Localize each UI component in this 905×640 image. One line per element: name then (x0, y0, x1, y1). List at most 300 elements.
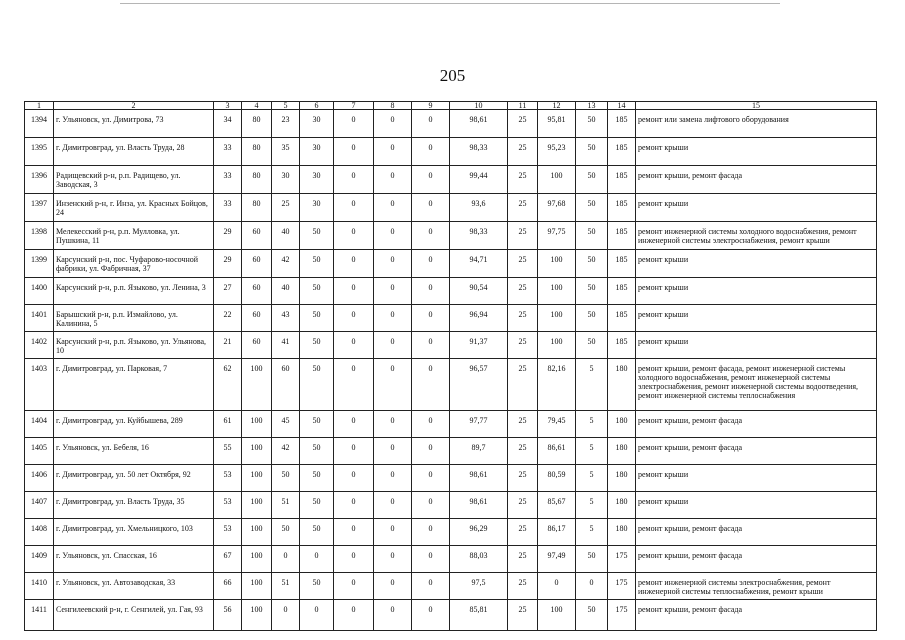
cell-col-6: 50 (300, 573, 334, 600)
cell-col-6: 50 (300, 278, 334, 305)
cell-col-1: 1401 (25, 305, 54, 332)
cell-col-4: 100 (242, 519, 272, 546)
table-row (25, 222, 877, 250)
cell-col-4: 80 (242, 166, 272, 194)
column-header-9: 9 (412, 102, 450, 110)
cell-col-5: 50 (272, 519, 300, 546)
cell-col-13: 5 (576, 519, 608, 546)
cell-col-12: 82,16 (538, 359, 576, 411)
cell-col-3: 33 (214, 194, 242, 222)
cell-col-2: г. Димитровград, ул. Власть Труда, 35 (54, 492, 214, 519)
cell-col-14: 180 (608, 359, 636, 411)
cell-col-9: 0 (412, 138, 450, 166)
table-row (25, 573, 877, 600)
cell-col-2: г. Димитровград, ул. Хмельницкого, 103 (54, 519, 214, 546)
cell-col-1: 1400 (25, 278, 54, 305)
cell-col-9: 0 (412, 110, 450, 138)
cell-col-9: 0 (412, 166, 450, 194)
cell-col-1: 1396 (25, 166, 54, 194)
cell-col-2: г. Димитровград, ул. Власть Труда, 28 (54, 138, 214, 166)
cell-col-1: 1404 (25, 411, 54, 438)
cell-col-15: ремонт крыши, ремонт фасада (636, 411, 877, 438)
column-header-3: 3 (214, 102, 242, 110)
cell-col-9: 0 (412, 359, 450, 411)
cell-col-12: 79,45 (538, 411, 576, 438)
cell-col-9: 0 (412, 278, 450, 305)
cell-col-14: 180 (608, 438, 636, 465)
cell-col-6: 30 (300, 166, 334, 194)
cell-col-8: 0 (374, 332, 412, 359)
cell-col-7: 0 (334, 194, 374, 222)
cell-col-1: 1410 (25, 573, 54, 600)
cell-col-7: 0 (334, 492, 374, 519)
cell-col-13: 50 (576, 600, 608, 631)
column-header-6: 6 (300, 102, 334, 110)
cell-col-8: 0 (374, 222, 412, 250)
cell-col-6: 50 (300, 332, 334, 359)
table-row (25, 138, 877, 166)
cell-col-12: 86,61 (538, 438, 576, 465)
cell-col-15: ремонт крыши, ремонт фасада, ремонт инженерной системы холодного водоснабжения, ремонт инженерной системы электроснабжения, ремонт инженерной системы водоотведения, ремонт инженерной системы теплоснабжения (636, 359, 877, 411)
cell-col-4: 100 (242, 411, 272, 438)
cell-col-11: 25 (508, 194, 538, 222)
table-row (25, 492, 877, 519)
cell-col-13: 50 (576, 250, 608, 278)
cell-col-7: 0 (334, 110, 374, 138)
table-row (25, 166, 877, 194)
cell-col-4: 100 (242, 600, 272, 631)
cell-col-1: 1409 (25, 546, 54, 573)
table-row (25, 359, 877, 411)
cell-col-14: 180 (608, 411, 636, 438)
cell-col-13: 50 (576, 332, 608, 359)
cell-col-7: 0 (334, 305, 374, 332)
cell-col-4: 80 (242, 110, 272, 138)
cell-col-7: 0 (334, 546, 374, 573)
cell-col-5: 43 (272, 305, 300, 332)
cell-col-10: 98,61 (450, 465, 508, 492)
cell-col-6: 0 (300, 600, 334, 631)
cell-col-15: ремонт инженерной системы электроснабжения, ремонт инженерной системы теплоснабжения, ремонт крыши (636, 573, 877, 600)
cell-col-6: 30 (300, 138, 334, 166)
table-row (25, 465, 877, 492)
cell-col-9: 0 (412, 194, 450, 222)
column-header-5: 5 (272, 102, 300, 110)
cell-col-13: 50 (576, 166, 608, 194)
table-row (25, 438, 877, 465)
cell-col-13: 5 (576, 492, 608, 519)
cell-col-12: 97,75 (538, 222, 576, 250)
cell-col-1: 1407 (25, 492, 54, 519)
cell-col-11: 25 (508, 359, 538, 411)
cell-col-10: 93,6 (450, 194, 508, 222)
cell-col-11: 25 (508, 110, 538, 138)
cell-col-2: г. Ульяновск, ул. Спасская, 16 (54, 546, 214, 573)
column-header-2: 2 (54, 102, 214, 110)
column-header-4: 4 (242, 102, 272, 110)
cell-col-2: Барышский р-н, р.п. Измайлово, ул. Калинина, 5 (54, 305, 214, 332)
cell-col-2: Радищевский р-н, р.п. Радищево, ул. Заводская, 3 (54, 166, 214, 194)
cell-col-9: 0 (412, 519, 450, 546)
cell-col-2: Сенгилеевский р-н, г. Сенгилей, ул. Гая, 93 (54, 600, 214, 631)
cell-col-8: 0 (374, 519, 412, 546)
cell-col-11: 25 (508, 438, 538, 465)
cell-col-7: 0 (334, 600, 374, 631)
cell-col-11: 25 (508, 250, 538, 278)
page-number: 205 (439, 66, 466, 85)
cell-col-9: 0 (412, 332, 450, 359)
cell-col-10: 96,94 (450, 305, 508, 332)
cell-col-9: 0 (412, 438, 450, 465)
table-row (25, 411, 877, 438)
cell-col-15: ремонт крыши (636, 138, 877, 166)
cell-col-11: 25 (508, 600, 538, 631)
cell-col-6: 50 (300, 519, 334, 546)
cell-col-5: 23 (272, 110, 300, 138)
cell-col-10: 98,61 (450, 110, 508, 138)
cell-col-13: 50 (576, 546, 608, 573)
cell-col-5: 50 (272, 465, 300, 492)
cell-col-4: 100 (242, 465, 272, 492)
cell-col-9: 0 (412, 250, 450, 278)
cell-col-8: 0 (374, 438, 412, 465)
cell-col-3: 33 (214, 166, 242, 194)
cell-col-12: 100 (538, 166, 576, 194)
cell-col-5: 42 (272, 438, 300, 465)
cell-col-11: 25 (508, 411, 538, 438)
cell-col-10: 88,03 (450, 546, 508, 573)
cell-col-11: 25 (508, 166, 538, 194)
cell-col-1: 1402 (25, 332, 54, 359)
column-header-12: 12 (538, 102, 576, 110)
cell-col-2: г. Димитровград, ул. Куйбышева, 289 (54, 411, 214, 438)
column-header-11: 11 (508, 102, 538, 110)
cell-col-3: 33 (214, 138, 242, 166)
cell-col-11: 25 (508, 222, 538, 250)
column-header-10: 10 (450, 102, 508, 110)
cell-col-12: 95,23 (538, 138, 576, 166)
cell-col-14: 185 (608, 305, 636, 332)
cell-col-8: 0 (374, 546, 412, 573)
cell-col-5: 45 (272, 411, 300, 438)
cell-col-4: 100 (242, 492, 272, 519)
cell-col-8: 0 (374, 573, 412, 600)
cell-col-7: 0 (334, 519, 374, 546)
cell-col-12: 86,17 (538, 519, 576, 546)
cell-col-8: 0 (374, 411, 412, 438)
cell-col-1: 1405 (25, 438, 54, 465)
cell-col-5: 41 (272, 332, 300, 359)
cell-col-14: 180 (608, 465, 636, 492)
cell-col-13: 5 (576, 438, 608, 465)
cell-col-8: 0 (374, 359, 412, 411)
cell-col-1: 1406 (25, 465, 54, 492)
cell-col-4: 80 (242, 194, 272, 222)
register-table (24, 101, 877, 631)
column-header-14: 14 (608, 102, 636, 110)
cell-col-4: 60 (242, 332, 272, 359)
cell-col-2: г. Ульяновск, ул. Димитрова, 73 (54, 110, 214, 138)
cell-col-10: 99,44 (450, 166, 508, 194)
cell-col-12: 97,49 (538, 546, 576, 573)
cell-col-9: 0 (412, 492, 450, 519)
cell-col-6: 30 (300, 194, 334, 222)
cell-col-12: 95,81 (538, 110, 576, 138)
cell-col-14: 185 (608, 166, 636, 194)
cell-col-1: 1395 (25, 138, 54, 166)
cell-col-13: 50 (576, 110, 608, 138)
cell-col-3: 67 (214, 546, 242, 573)
cell-col-12: 97,68 (538, 194, 576, 222)
cell-col-12: 100 (538, 305, 576, 332)
cell-col-9: 0 (412, 411, 450, 438)
cell-col-6: 50 (300, 465, 334, 492)
cell-col-4: 60 (242, 250, 272, 278)
cell-col-3: 53 (214, 519, 242, 546)
cell-col-5: 40 (272, 278, 300, 305)
cell-col-14: 180 (608, 519, 636, 546)
cell-col-5: 35 (272, 138, 300, 166)
cell-col-3: 27 (214, 278, 242, 305)
cell-col-6: 50 (300, 492, 334, 519)
table-row (25, 546, 877, 573)
cell-col-10: 98,33 (450, 138, 508, 166)
cell-col-13: 50 (576, 222, 608, 250)
cell-col-14: 175 (608, 546, 636, 573)
cell-col-2: г. Димитровград, ул. Парковая, 7 (54, 359, 214, 411)
cell-col-10: 89,7 (450, 438, 508, 465)
column-header-13: 13 (576, 102, 608, 110)
cell-col-3: 56 (214, 600, 242, 631)
cell-col-14: 185 (608, 194, 636, 222)
cell-col-14: 180 (608, 492, 636, 519)
cell-col-10: 96,57 (450, 359, 508, 411)
cell-col-2: г. Димитровград, ул. 50 лет Октября, 92 (54, 465, 214, 492)
cell-col-10: 85,81 (450, 600, 508, 631)
cell-col-2: Карсунский р-н, пос. Чуфарово-носочной фабрики, ул. Фабричная, 37 (54, 250, 214, 278)
cell-col-2: г. Ульяновск, ул. Бебеля, 16 (54, 438, 214, 465)
cell-col-12: 100 (538, 278, 576, 305)
cell-col-12: 100 (538, 250, 576, 278)
cell-col-14: 185 (608, 222, 636, 250)
cell-col-15: ремонт крыши (636, 278, 877, 305)
cell-col-15: ремонт крыши (636, 465, 877, 492)
cell-col-6: 50 (300, 411, 334, 438)
table-row (25, 110, 877, 138)
cell-col-1: 1397 (25, 194, 54, 222)
cell-col-11: 25 (508, 465, 538, 492)
cell-col-4: 100 (242, 438, 272, 465)
cell-col-11: 25 (508, 305, 538, 332)
cell-col-4: 60 (242, 305, 272, 332)
cell-col-7: 0 (334, 250, 374, 278)
cell-col-5: 0 (272, 600, 300, 631)
cell-col-5: 51 (272, 492, 300, 519)
cell-col-6: 30 (300, 110, 334, 138)
cell-col-8: 0 (374, 194, 412, 222)
cell-col-7: 0 (334, 573, 374, 600)
cell-col-11: 25 (508, 519, 538, 546)
cell-col-1: 1398 (25, 222, 54, 250)
cell-col-14: 175 (608, 600, 636, 631)
cell-col-12: 100 (538, 332, 576, 359)
cell-col-1: 1411 (25, 600, 54, 631)
cell-col-4: 100 (242, 573, 272, 600)
cell-col-3: 29 (214, 222, 242, 250)
cell-col-13: 50 (576, 138, 608, 166)
cell-col-8: 0 (374, 600, 412, 631)
table-row (25, 519, 877, 546)
cell-col-13: 50 (576, 305, 608, 332)
column-header-8: 8 (374, 102, 412, 110)
cell-col-14: 185 (608, 138, 636, 166)
cell-col-6: 50 (300, 222, 334, 250)
cell-col-14: 185 (608, 250, 636, 278)
cell-col-8: 0 (374, 492, 412, 519)
cell-col-10: 96,29 (450, 519, 508, 546)
table-row (25, 332, 877, 359)
cell-col-15: ремонт или замена лифтового оборудования (636, 110, 877, 138)
cell-col-11: 25 (508, 573, 538, 600)
cell-col-6: 50 (300, 305, 334, 332)
cell-col-1: 1403 (25, 359, 54, 411)
cell-col-10: 97,5 (450, 573, 508, 600)
cell-col-8: 0 (374, 166, 412, 194)
cell-col-5: 51 (272, 573, 300, 600)
cell-col-3: 53 (214, 465, 242, 492)
cell-col-2: Инзенский р-н, г. Инза, ул. Красных Бойцов, 24 (54, 194, 214, 222)
cell-col-15: ремонт крыши (636, 305, 877, 332)
cell-col-13: 5 (576, 411, 608, 438)
cell-col-1: 1408 (25, 519, 54, 546)
cell-col-11: 25 (508, 332, 538, 359)
cell-col-3: 29 (214, 250, 242, 278)
cell-col-13: 5 (576, 465, 608, 492)
cell-col-3: 62 (214, 359, 242, 411)
cell-col-5: 0 (272, 546, 300, 573)
cell-col-4: 80 (242, 138, 272, 166)
cell-col-15: ремонт инженерной системы холодного водоснабжения, ремонт инженерной системы электроснабжения, ремонт крыши (636, 222, 877, 250)
cell-col-14: 185 (608, 278, 636, 305)
cell-col-3: 21 (214, 332, 242, 359)
cell-col-3: 53 (214, 492, 242, 519)
cell-col-6: 50 (300, 359, 334, 411)
cell-col-3: 22 (214, 305, 242, 332)
cell-col-13: 50 (576, 278, 608, 305)
cell-col-7: 0 (334, 332, 374, 359)
cell-col-8: 0 (374, 110, 412, 138)
cell-col-6: 50 (300, 250, 334, 278)
cell-col-10: 90,54 (450, 278, 508, 305)
cell-col-12: 85,67 (538, 492, 576, 519)
cell-col-9: 0 (412, 546, 450, 573)
cell-col-15: ремонт крыши, ремонт фасада (636, 438, 877, 465)
cell-col-15: ремонт крыши, ремонт фасада (636, 166, 877, 194)
scan-top-edge (120, 3, 780, 4)
cell-col-5: 42 (272, 250, 300, 278)
cell-col-7: 0 (334, 465, 374, 492)
cell-col-4: 100 (242, 546, 272, 573)
cell-col-2: Мелекесский р-н, р.п. Мулловка, ул. Пушкина, 11 (54, 222, 214, 250)
cell-col-7: 0 (334, 359, 374, 411)
cell-col-4: 60 (242, 278, 272, 305)
cell-col-7: 0 (334, 138, 374, 166)
table-row (25, 194, 877, 222)
cell-col-5: 30 (272, 166, 300, 194)
cell-col-2: Карсунский р-н, р.п. Языково, ул. Ленина, 3 (54, 278, 214, 305)
column-header-1: 1 (25, 102, 54, 110)
cell-col-15: ремонт крыши (636, 194, 877, 222)
cell-col-7: 0 (334, 166, 374, 194)
cell-col-2: Карсунский р-н, р.п. Языково, ул. Ульянова, 10 (54, 332, 214, 359)
cell-col-3: 34 (214, 110, 242, 138)
cell-col-7: 0 (334, 222, 374, 250)
cell-col-9: 0 (412, 465, 450, 492)
cell-col-13: 5 (576, 359, 608, 411)
cell-col-15: ремонт крыши (636, 492, 877, 519)
cell-col-8: 0 (374, 250, 412, 278)
table-row (25, 278, 877, 305)
cell-col-10: 98,33 (450, 222, 508, 250)
cell-col-8: 0 (374, 138, 412, 166)
cell-col-7: 0 (334, 278, 374, 305)
cell-col-15: ремонт крыши (636, 250, 877, 278)
cell-col-1: 1399 (25, 250, 54, 278)
table-row (25, 250, 877, 278)
cell-col-11: 25 (508, 492, 538, 519)
header-row (25, 102, 877, 110)
cell-col-4: 100 (242, 359, 272, 411)
cell-col-15: ремонт крыши, ремонт фасада (636, 519, 877, 546)
table-row (25, 600, 877, 631)
cell-col-3: 55 (214, 438, 242, 465)
cell-col-11: 25 (508, 138, 538, 166)
cell-col-7: 0 (334, 438, 374, 465)
cell-col-14: 175 (608, 573, 636, 600)
cell-col-12: 80,59 (538, 465, 576, 492)
cell-col-14: 185 (608, 110, 636, 138)
cell-col-10: 98,61 (450, 492, 508, 519)
cell-col-2: г. Ульяновск, ул. Автозаводская, 33 (54, 573, 214, 600)
cell-col-11: 25 (508, 278, 538, 305)
cell-col-15: ремонт крыши, ремонт фасада (636, 600, 877, 631)
cell-col-6: 0 (300, 546, 334, 573)
cell-col-8: 0 (374, 465, 412, 492)
cell-col-15: ремонт крыши (636, 332, 877, 359)
cell-col-9: 0 (412, 600, 450, 631)
cell-col-5: 40 (272, 222, 300, 250)
cell-col-7: 0 (334, 411, 374, 438)
cell-col-3: 66 (214, 573, 242, 600)
cell-col-10: 97,77 (450, 411, 508, 438)
cell-col-5: 25 (272, 194, 300, 222)
cell-col-10: 94,71 (450, 250, 508, 278)
cell-col-6: 50 (300, 438, 334, 465)
cell-col-9: 0 (412, 573, 450, 600)
cell-col-10: 91,37 (450, 332, 508, 359)
cell-col-4: 60 (242, 222, 272, 250)
cell-col-15: ремонт крыши, ремонт фасада (636, 546, 877, 573)
column-header-15: 15 (636, 102, 877, 110)
cell-col-9: 0 (412, 222, 450, 250)
cell-col-14: 185 (608, 332, 636, 359)
cell-col-11: 25 (508, 546, 538, 573)
cell-col-1: 1394 (25, 110, 54, 138)
cell-col-8: 0 (374, 305, 412, 332)
cell-col-9: 0 (412, 305, 450, 332)
cell-col-13: 50 (576, 194, 608, 222)
column-header-7: 7 (334, 102, 374, 110)
